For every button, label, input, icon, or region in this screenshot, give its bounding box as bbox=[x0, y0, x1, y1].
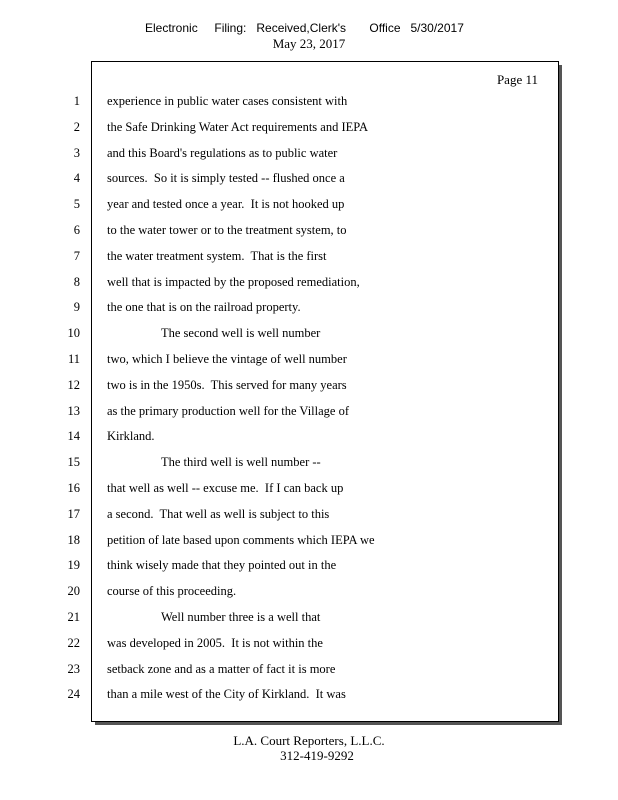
line-number: 19 bbox=[67, 558, 80, 573]
line-number: 10 bbox=[67, 326, 80, 341]
line-number: 15 bbox=[67, 455, 80, 470]
line-number: 17 bbox=[67, 506, 80, 521]
line-number: 21 bbox=[67, 610, 80, 624]
line-text: The second well is well number bbox=[161, 326, 321, 341]
line-text: well that is impacted by the proposed remediation, bbox=[107, 274, 360, 289]
line-number: 12 bbox=[67, 377, 80, 392]
line-text: a second. That well as well is subject to this bbox=[107, 506, 330, 521]
line-number: 7 bbox=[73, 248, 80, 263]
line-number: 2 bbox=[73, 119, 80, 134]
line-text: sources. So it is simply tested -- flushed once a bbox=[107, 171, 345, 186]
line-number: 6 bbox=[73, 223, 80, 237]
line-text: year and tested once a year. It is not hooked up bbox=[107, 197, 345, 212]
line-text: think wisely made that they pointed out in the bbox=[107, 558, 337, 573]
line-text: The third well is well number -- bbox=[161, 455, 321, 470]
line-text: that well as well -- excuse me. If I can back up bbox=[107, 481, 344, 495]
line-number: 23 bbox=[67, 661, 80, 676]
line-text: setback zone and as a matter of fact it is more bbox=[107, 661, 336, 676]
line-text: than a mile west of the City of Kirkland. It was bbox=[107, 687, 346, 702]
line-text: experience in public water cases consistent with bbox=[107, 94, 348, 108]
line-text: petition of late based upon comments which IEPA we bbox=[107, 532, 375, 547]
line-number: 13 bbox=[67, 403, 80, 418]
line-text: the water treatment system. That is the first bbox=[107, 248, 327, 263]
line-text: to the water tower or to the treatment system, to bbox=[107, 223, 347, 237]
line-number: 8 bbox=[73, 274, 80, 289]
footer-company: L.A. Court Reporters, L.L.C. bbox=[233, 733, 385, 748]
line-text: two is in the 1950s. This served for many years bbox=[107, 377, 347, 392]
line-text: the Safe Drinking Water Act requirements and IEPA bbox=[107, 119, 369, 134]
line-number: 11 bbox=[67, 352, 80, 366]
line-number: 18 bbox=[67, 532, 80, 547]
filing-stamp: Electronic Filing: Received,Clerk's Office 5/30/2017 bbox=[145, 21, 464, 35]
line-number: 9 bbox=[73, 300, 80, 315]
line-text: Kirkland. bbox=[107, 429, 155, 444]
line-text: two, which I believe the vintage of well number bbox=[107, 352, 347, 366]
line-text: the one that is on the railroad property. bbox=[107, 300, 301, 315]
line-number: 4 bbox=[73, 171, 80, 186]
line-number: 20 bbox=[67, 584, 80, 599]
line-number: 24 bbox=[67, 687, 80, 702]
line-number: 14 bbox=[67, 429, 80, 444]
transcript-date: May 23, 2017 bbox=[272, 36, 346, 51]
line-text: course of this proceeding. bbox=[107, 584, 237, 599]
line-text: was developed in 2005. It is not within the bbox=[107, 635, 323, 650]
page-number: Page 11 bbox=[496, 72, 538, 87]
line-text: and this Board's regulations as to public water bbox=[107, 145, 338, 160]
line-number: 16 bbox=[67, 481, 80, 495]
line-text: Well number three is a well that bbox=[161, 610, 321, 624]
footer-phone: 312-419-9292 bbox=[280, 748, 354, 763]
line-number: 22 bbox=[67, 635, 80, 650]
line-number: 1 bbox=[73, 94, 80, 108]
line-number: 3 bbox=[73, 145, 80, 160]
line-text: as the primary production well for the Village of bbox=[107, 403, 350, 418]
line-number: 5 bbox=[73, 197, 80, 212]
